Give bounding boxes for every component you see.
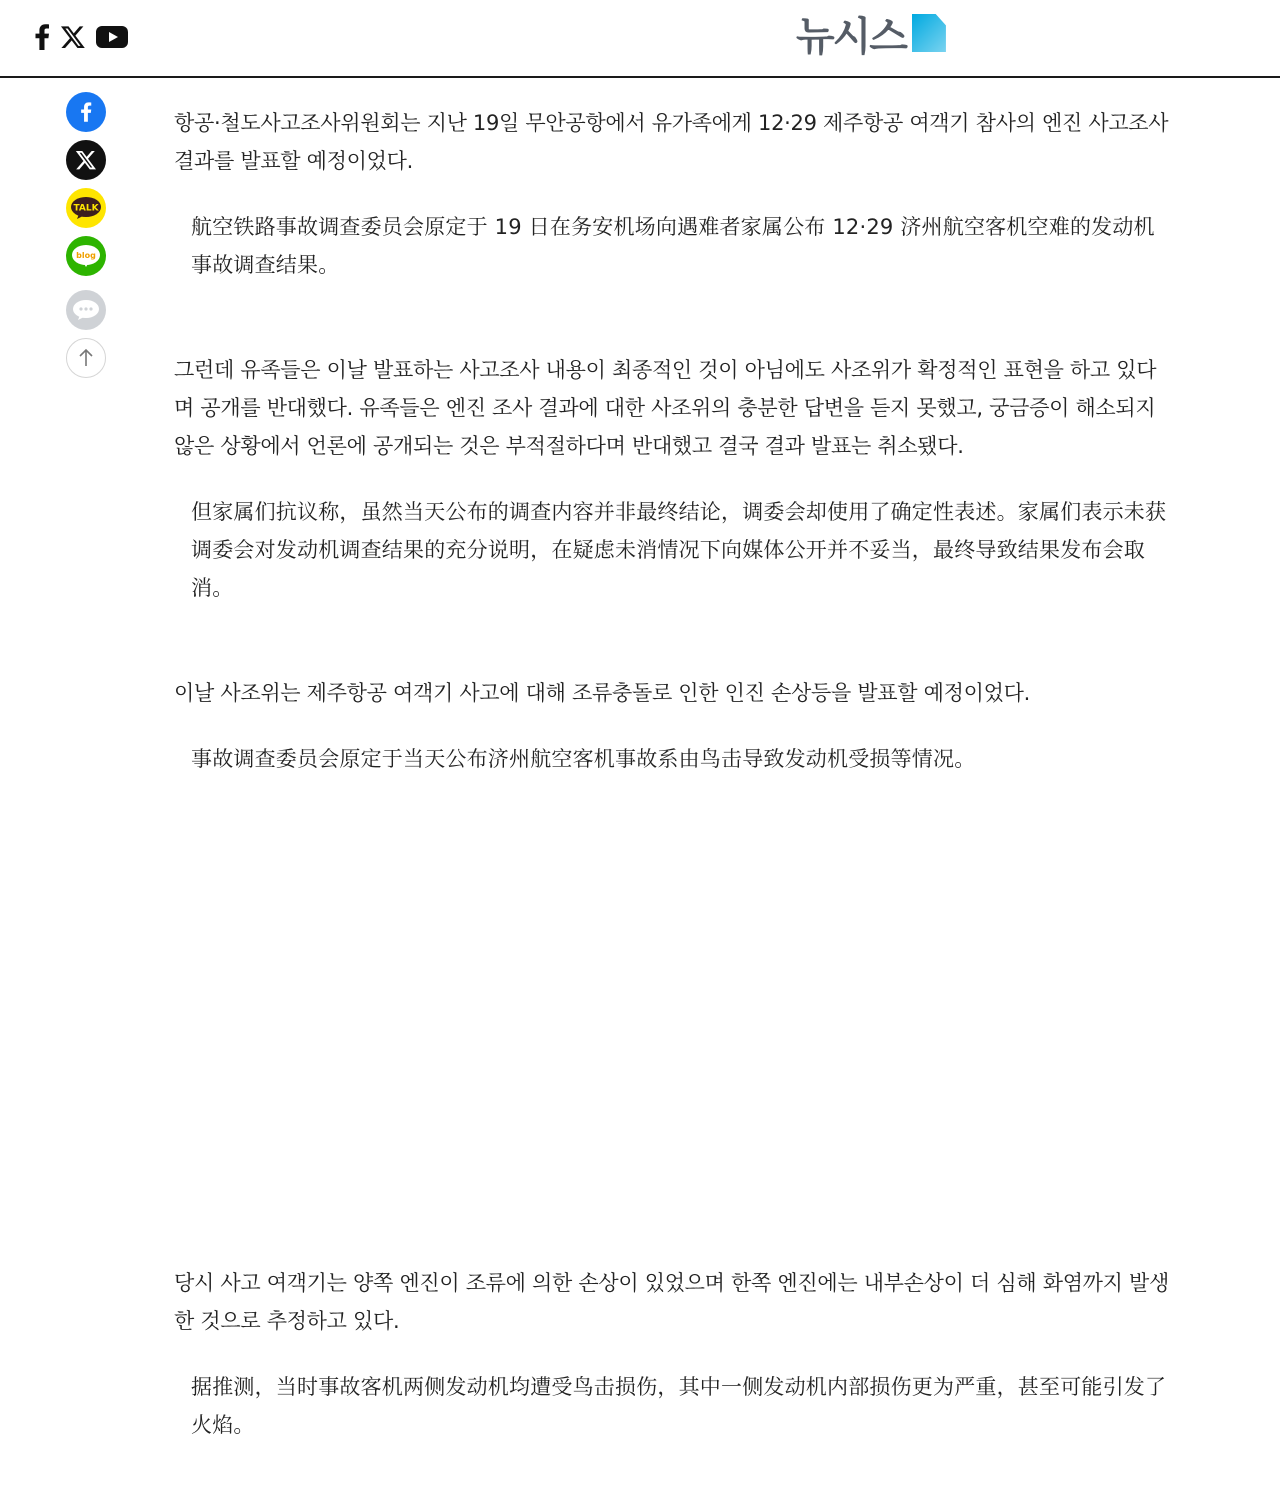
- chinese-translation: 据推测，当时事故客机两侧发动机均遭受鸟击损伤，其中一侧发动机内部损伤更为严重，甚至可能引发了火焰。: [191, 1375, 1167, 1437]
- facebook-icon[interactable]: [34, 24, 50, 50]
- x-icon[interactable]: [60, 24, 86, 50]
- comment-button[interactable]: [66, 290, 106, 330]
- comment-icon: [72, 298, 100, 322]
- share-facebook-button[interactable]: [66, 92, 106, 132]
- chinese-translation: 但家属们抗议称，虽然当天公布的调查内容并非最终结论，调委会却使用了确定性表述。家属们表示未获调委会对发动机调查结果的充分说明，在疑虑未消情况下向媒体公开并不妥当，最终导致结果发布会取消。: [191, 500, 1167, 600]
- x-icon: [75, 149, 97, 171]
- kakaotalk-icon: [70, 196, 102, 220]
- logo-mark-icon: [912, 14, 946, 52]
- paragraph-block: [174, 674, 1174, 778]
- logo-text: 뉴시스: [796, 13, 906, 60]
- korean-paragraph: 당시 사고 여객기는 양쪽 엔진이 조류에 의한 손상이 있었으며 한쪽 엔진에는 내부손상이 더 심해 화염까지 발생한 것으로 추정하고 있다.: [174, 1271, 1169, 1333]
- blog-icon: [71, 244, 101, 268]
- korean-paragraph: 항공·철도사고조사위원회는 지난 19일 무안공항에서 유가족에게 12·29 제주항공 여객기 참사의 엔진 사고조사 결과를 발표할 예정이었다.: [174, 111, 1169, 173]
- site-header: [0, 0, 1280, 78]
- facebook-icon: [80, 102, 92, 122]
- blog-label: blog: [76, 251, 96, 260]
- paragraph-block: [174, 1264, 1174, 1444]
- top-social-links: [34, 24, 128, 50]
- paragraph-block: [174, 104, 1174, 284]
- chinese-translation: 航空铁路事故调查委员会原定于 19 日在务安机场向遇难者家属公布 12·29 济州航空客机空难的发动机事故调查结果。: [191, 215, 1155, 277]
- paragraph-block: [174, 351, 1174, 607]
- korean-paragraph: 그런데 유족들은 이날 발표하는 사고조사 내용이 최종적인 것이 아님에도 사조위가 확정적인 표현을 하고 있다며 공개를 반대했다. 유족들은 엔진 조사 결과에 대한 사조위의 충분한 답변을 듣지 못했고, 궁금증이 해소되지 않은 상황에서 언론에 공개되는 것은 부적절하다며 반대했고 결국 결과 발표는 취소됐다.: [174, 358, 1157, 458]
- share-x-button[interactable]: [66, 140, 106, 180]
- share-kakaotalk-button[interactable]: [66, 188, 106, 228]
- youtube-icon[interactable]: [96, 25, 128, 49]
- scroll-to-top-button[interactable]: [66, 338, 106, 378]
- korean-paragraph: 이날 사조위는 제주항공 여객기 사고에 대해 조류충돌로 인한 인진 손상등을 발표할 예정이었다.: [174, 681, 1030, 705]
- newsis-logo[interactable]: [796, 10, 946, 60]
- share-rail: [66, 92, 108, 386]
- talk-label: TALK: [73, 203, 99, 214]
- chinese-translation: 事故调查委员会原定于当天公布济州航空客机事故系由鸟击导致发动机受损等情况。: [191, 747, 976, 771]
- arrow-up-icon: [78, 348, 94, 368]
- share-blog-button[interactable]: [66, 236, 106, 276]
